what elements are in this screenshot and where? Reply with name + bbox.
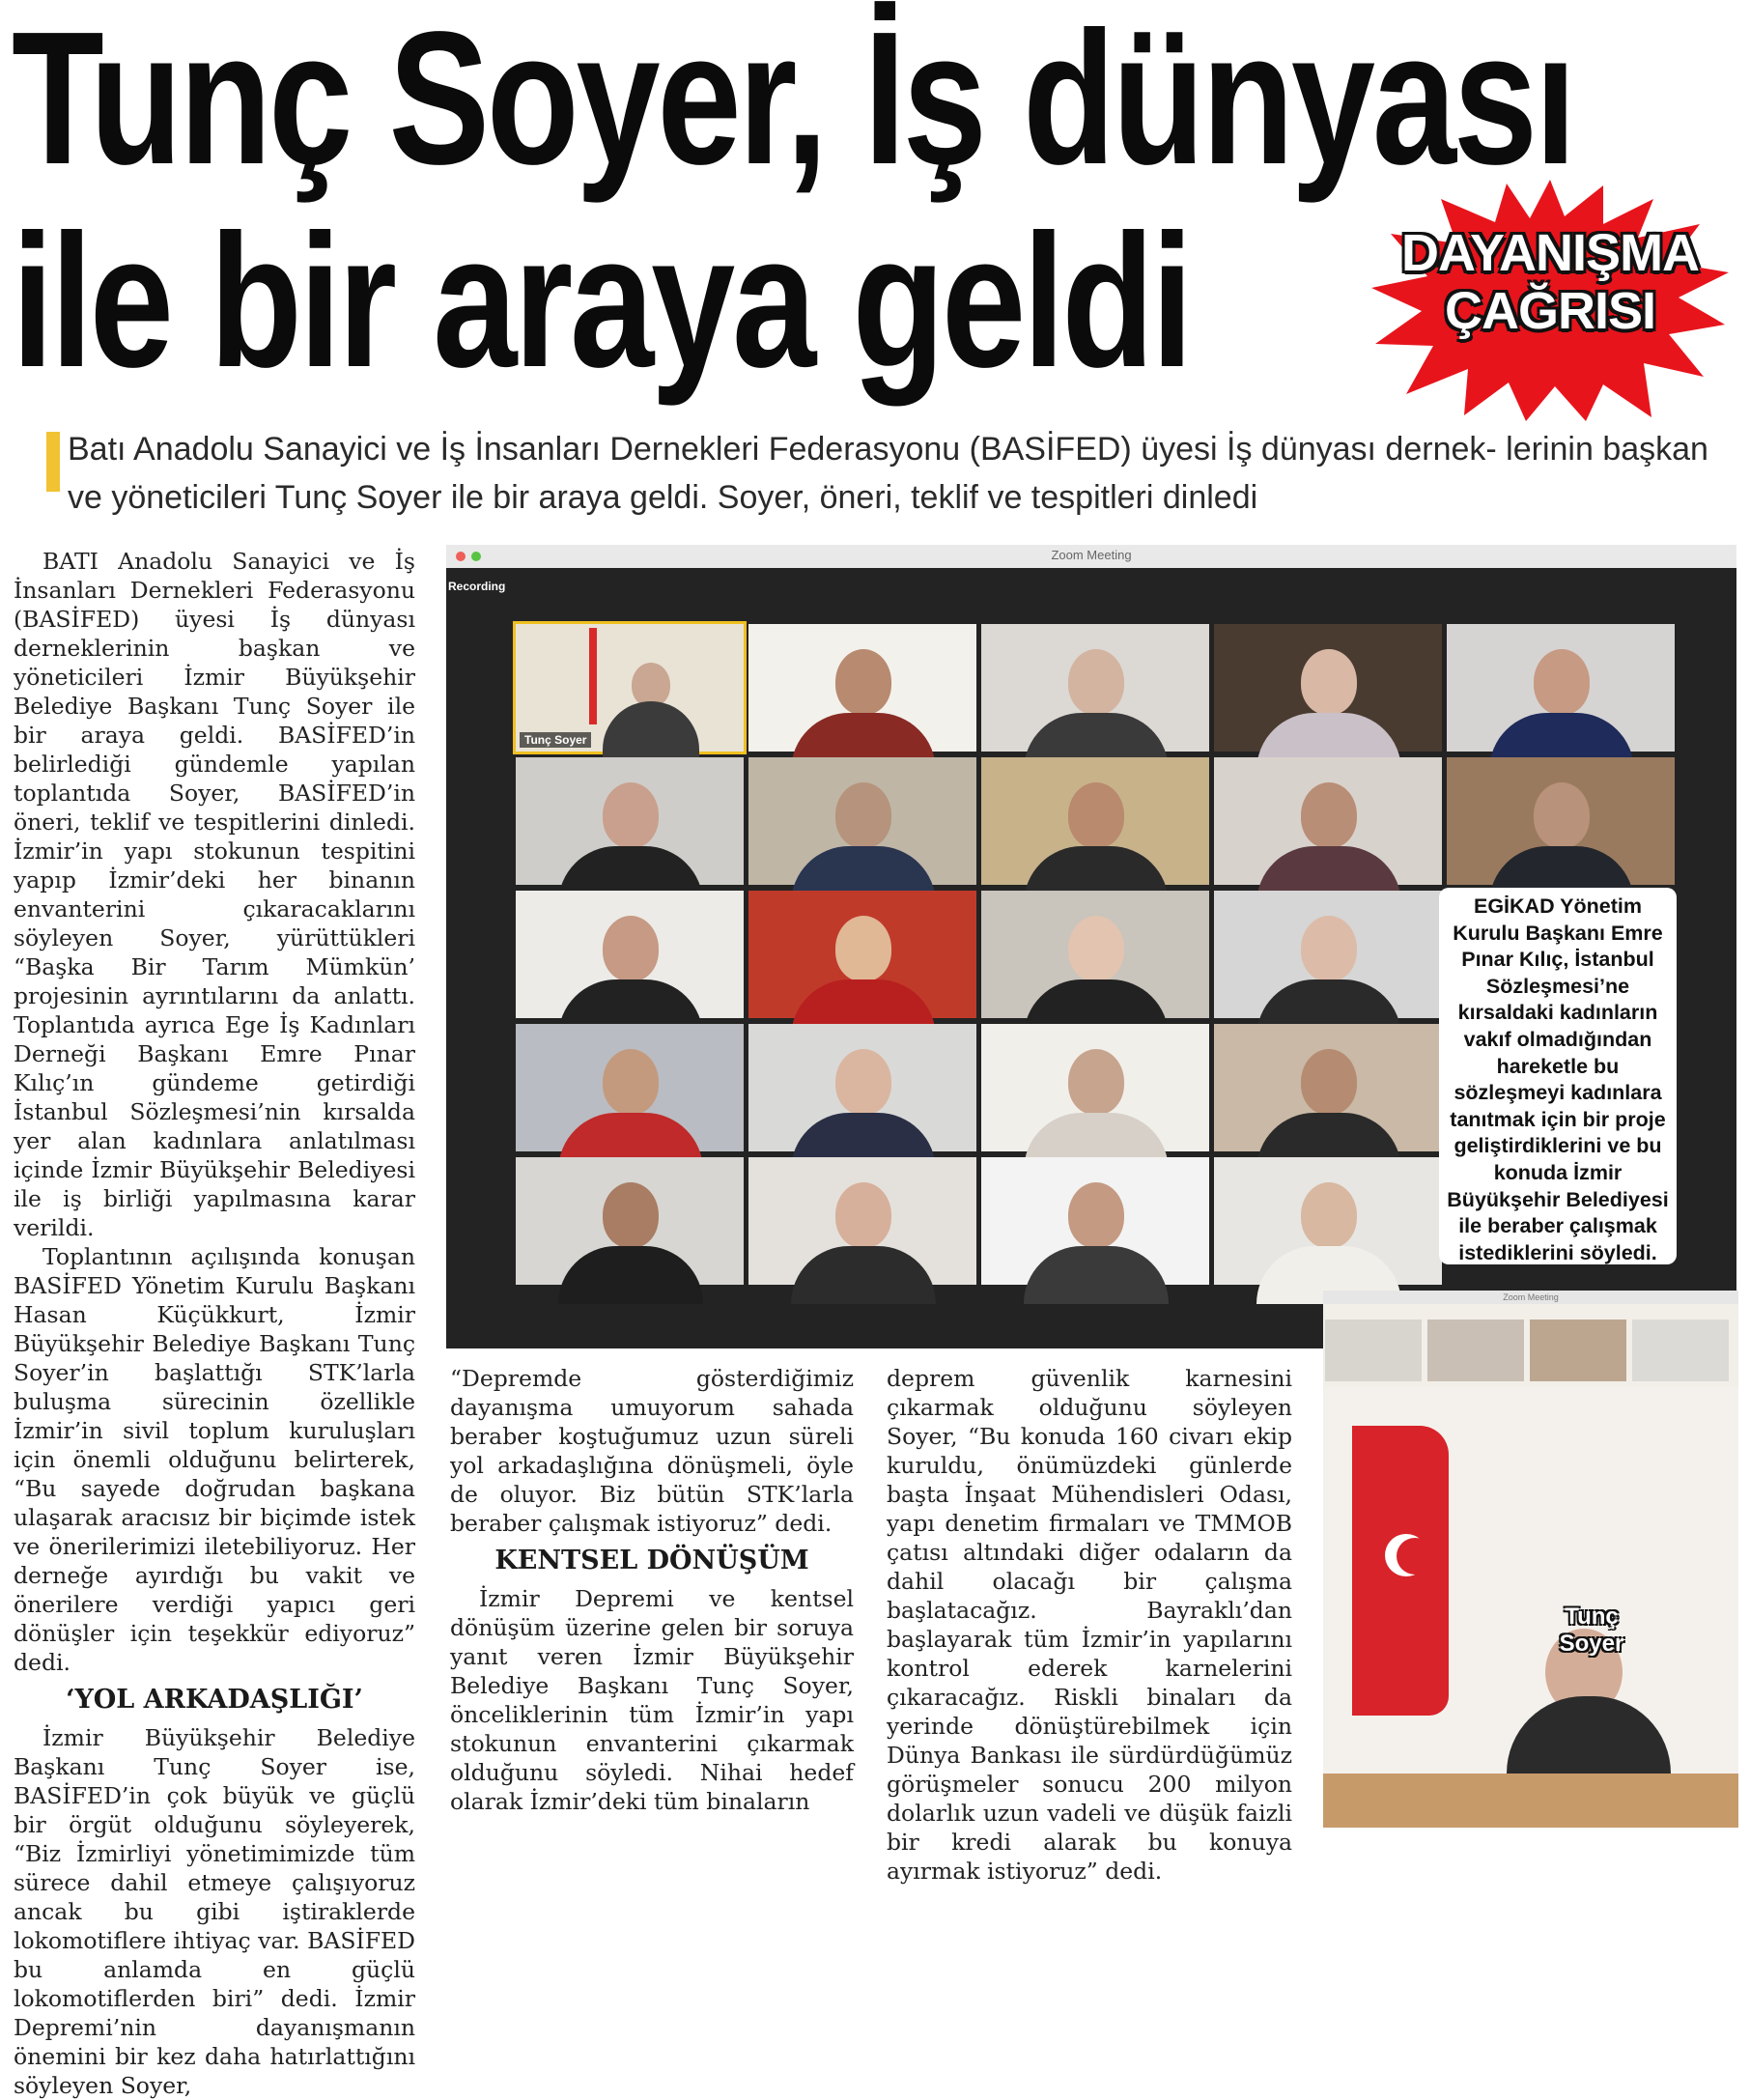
column-1-paragraph-1: BATI Anadolu Sanayici ve İş İnsanları Dernekleri Federasyonu (BASİFED) üyesi İş dünyası derneklerinin başkan ve yöneticileri İzmir Büyükşehir Belediye Başkanı Tunç Soyer ile bir araya geldi. BASİFED’in belirlediği gündemle yapılan toplantıda Soyer, BASİFED’in öneri, teklif ve tespitlerini dinledi. İzmir’in yapı stokunun tespitini yapıp İzmir’deki her binanın envanterini çıkaracaklarını söyleyen Soyer, yürüttükleri “Başka Bir Tarım Mümkün’ projesinin ayrıntılarını da anlattı. Toplantıda ayrıca Ege İş Kadınları Derneği Başkanı Emre Pınar Kılıç’ın gündeme getirdiği İstanbul Sözleşmesi’nin kırsalda yer alan kadınlara anlatılması içinde İzmir Büyükşehir Belediyesi ile iş birliği yapılmasına karar verildi. (14, 548, 415, 1241)
participant-tile (1214, 757, 1442, 885)
participant-tile (516, 757, 744, 885)
badge-text (1371, 224, 1729, 340)
column-2-paragraph-2: İzmir Depremi ve kentsel dönüşüm üzerine gelen bir soruya yanıt veren İzmir Büyükşehir Belediye Başkanı Tunç Soyer, önceliklerinin tüm İzmir’in yapı stokunun envanterini çıkarmak olduğunu söyledi. Nihai hedef olarak İzmir’deki tüm binaların (450, 1585, 854, 1815)
recording-label: Recording (448, 580, 506, 593)
participant-tile (1447, 757, 1675, 885)
participant-tile (516, 891, 744, 1018)
turkish-flag-icon (1352, 1426, 1449, 1716)
participant-tile (1214, 1024, 1442, 1151)
spot-text: Batı Anadolu Sanayici ve İş İnsanları Dernekleri Federasyonu (BASİFED) üyesi İş dünyası dernek- lerinin başkan ve yöneticileri Tunç Soyer ile bir araya geldi. Soyer, öneri, teklif ve tespitleri dinledi (68, 431, 1708, 516)
zoom-title-bar (446, 545, 1736, 568)
column-3 (887, 1364, 1292, 1886)
participant-tile (981, 891, 1209, 1018)
subhead-yol-arkadasligi: ‘YOL ARKADAŞLIĞI’ (66, 1685, 363, 1715)
column-1 (14, 547, 415, 2100)
inset-thumbnail (1632, 1320, 1729, 1381)
participant-tile (1214, 624, 1442, 752)
participant-tile (981, 1024, 1209, 1151)
spot-accent-bar (46, 432, 60, 492)
participant-tile (748, 1024, 976, 1151)
column-2 (450, 1364, 854, 1816)
inset-zoom-title: Zoom Meeting (1323, 1291, 1738, 1304)
participant-tile (748, 1157, 976, 1285)
participant-tile (981, 757, 1209, 885)
participant-tile-host (516, 624, 744, 752)
inset-thumbnail (1325, 1320, 1422, 1381)
photo-caption: EGİKAD Yönetim Kurulu Başkanı Emre Pınar Kılıç, İstanbul Sözleşmesi’ne kırsaldaki kadınların vakıf olmadığından hareketle bu sözleşmeyi kadınlara tanıtmak için bir proje geliştirdiklerini ve bu konuda İzmir Büyükşehir Belediyesi ile beraber çalışmak istediklerini söyledi. (1439, 888, 1677, 1264)
participant-tile (748, 624, 976, 752)
participant-tile (748, 757, 976, 885)
flag-pole-icon (589, 628, 597, 724)
participant-tile (1214, 891, 1442, 1018)
subhead-kentsel-donusum: KENTSEL DÖNÜŞÜM (494, 1546, 809, 1575)
column-1-paragraph-3: İzmir Büyükşehir Belediye Başkanı Tunç Soyer ise, BASİFED’in çok büyük ve güçlü bir örgüt olduğunu söyleyerek, “Biz İzmirliyi yönetimimizde tüm sürece dahil etmeye çalışıyoruz ancak bu gibi iştiraklerde lokomotiflere ihtiyaç var. BASİFED bu anlamda en güçlü lokomotiflerden biri” dedi. İzmir Depremi’nin dayanışmanın önemini bir kez daha hatırlattığını söyleyen Soyer, (14, 1724, 415, 2099)
participant-tile (1447, 624, 1675, 752)
inset-room (1323, 1387, 1738, 1828)
column-1-paragraph-2: Toplantının açılışında konuşan BASİFED Yönetim Kurulu Başkanı Hasan Küçükkurt, İzmir Büyükşehir Belediye Başkanı Tunç Soyer’in başlattığı STK’larla buluşma sürecinin özellikle İzmir’in sivil toplum kuruluşları için önemli olduğunu belirterek, “Bu sayede doğrudan başkana ulaşarak aracısız bir biçimde istek ve önerilerimizi iletebiliyoruz. Her derneğe ayırdığı bu vakit ve önerilere verdiği yapıcı geri dönüşler için teşekkür ediyoruz” dedi. (14, 1243, 415, 1676)
desk (1323, 1774, 1738, 1828)
participant-tile (1214, 1157, 1442, 1285)
inset-thumbnail (1427, 1320, 1524, 1381)
participant-tile (981, 1157, 1209, 1285)
participant-tile (516, 1024, 744, 1151)
badge-line-1: DAYANIŞMA (1400, 224, 1700, 282)
participant-tile (748, 891, 976, 1018)
column-2-paragraph-1: “Depremde gösterdiğimiz dayanışma umuyorum sahada beraber koştuğumuz uzun süreli yol arkadaşlığına dönüşmeli, öyle de oluyor. Biz bütün STK’larla beraber çalışmak istiyoruz” dedi. (450, 1365, 854, 1537)
headline-line-1: Tunç Soyer, İş dünyası (12, 0, 1574, 204)
participant-tile (981, 624, 1209, 752)
zoom-window-title: Zoom Meeting (1051, 548, 1132, 562)
headline-line-2: ile bir araya geldi (12, 195, 1191, 407)
participant-tile (516, 1157, 744, 1285)
inset-name-label: Tunç Soyer (1559, 1603, 1624, 1657)
badge-line-2: ÇAĞRISI (1444, 282, 1656, 340)
column-3-paragraph-1: deprem güvenlik karnesini çıkarmak olduğunu söyleyen Soyer, “Bu konuda 160 civarı ekip kuruldu, önümüzdeki günlerde başta İnşaat Mühendisleri Odası, yapı denetim firmaları ve TMMOB çatısı altındaki diğer odaların da dahil olacağı bir çalışma başlatacağız. Bayraklı’dan başlayarak tüm İzmir’in yapılarını kontrol ederek karnelerini çıkaracağız. Riskli binaları da yerinde dönüştürebilmek için Dünya Bankası ile sürdürdüğümüz görüşmeler sonucu 200 milyon dolarlık uzun vadeli ve düşük faizli bir kredi alarak bu konuya ayırmak istiyoruz” dedi. (887, 1365, 1292, 1885)
solidarity-badge (1371, 180, 1729, 421)
inset-thumbnail (1530, 1320, 1626, 1381)
inset-photo (1323, 1291, 1738, 1828)
host-name-tag: Tunç Soyer (520, 732, 591, 748)
